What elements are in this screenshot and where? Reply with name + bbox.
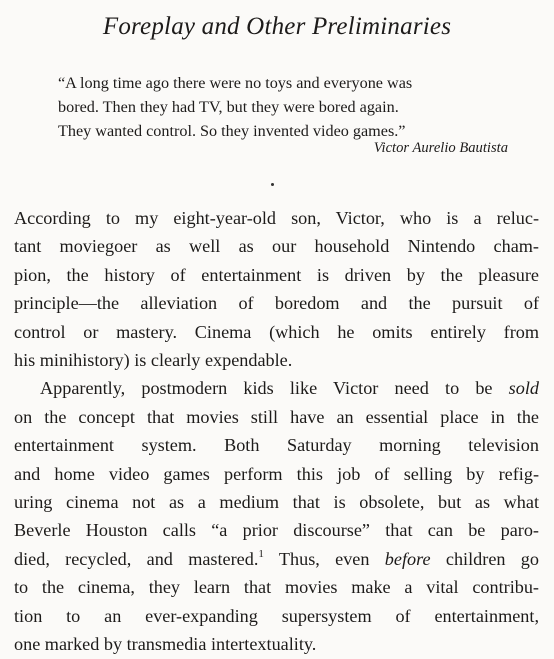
paragraph-line: on the concept that movies still have an essential place in the <box>14 406 539 427</box>
section-ornament <box>271 183 274 186</box>
epigraph-attribution: Victor Aurelio Bautista <box>373 140 508 156</box>
paragraph-line: and home video games perform this job of selling by refig- <box>14 463 539 484</box>
paragraph-line: tion to an ever-expanding supersystem of entertainment, <box>14 605 539 626</box>
epigraph-line: bored. Then they had TV, but they were bored again. <box>58 98 399 116</box>
italic-word: sold <box>508 378 539 399</box>
chapter-title: Foreplay and Other Preliminaries <box>102 13 452 40</box>
paragraph-line: principle—the alleviation of boredom and the pursuit of <box>14 293 539 314</box>
epigraph-line: “A long time ago there were no toys and everyone was <box>58 74 413 92</box>
paragraph-line: his minihistory) is clearly expendable. <box>14 350 293 371</box>
footnote-marker[interactable]: 1 <box>258 547 264 560</box>
paragraph-line: pion, the history of entertainment is driven by the pleasure <box>14 264 539 285</box>
paragraph-line: tant moviegoer as well as our household Nintendo cham- <box>14 236 539 257</box>
paragraph-line: control or mastery. Cinema (which he omits entirely from <box>14 321 539 342</box>
epigraph-quote <box>58 71 508 143</box>
paragraph-line: According to my eight-year-old son, Victor, who is a reluc- <box>14 208 539 228</box>
paragraph-line: uring cinema not as a medium that is obsolete, but as what <box>14 492 539 513</box>
paragraph-line: to the cinema, they learn that movies make a vital contribu- <box>14 577 539 598</box>
chapter-body <box>14 204 539 659</box>
italic-word: before <box>384 548 431 569</box>
paragraph-line: Apparently, postmodern kids like Victor need to be sold <box>40 378 539 399</box>
paragraph-line: one marked by transmedia intertextuality. <box>14 634 317 655</box>
paragraph-line: entertainment system. Both Saturday morning television <box>14 435 539 456</box>
paragraph-line: Beverle Houston calls “a prior discourse” that can be paro- <box>14 520 539 541</box>
paragraph-line: died, recycled, and mastered.$^1$ Thus, even before children go <box>14 547 539 569</box>
epigraph-line: They wanted control. So they invented video games.” <box>58 122 406 140</box>
